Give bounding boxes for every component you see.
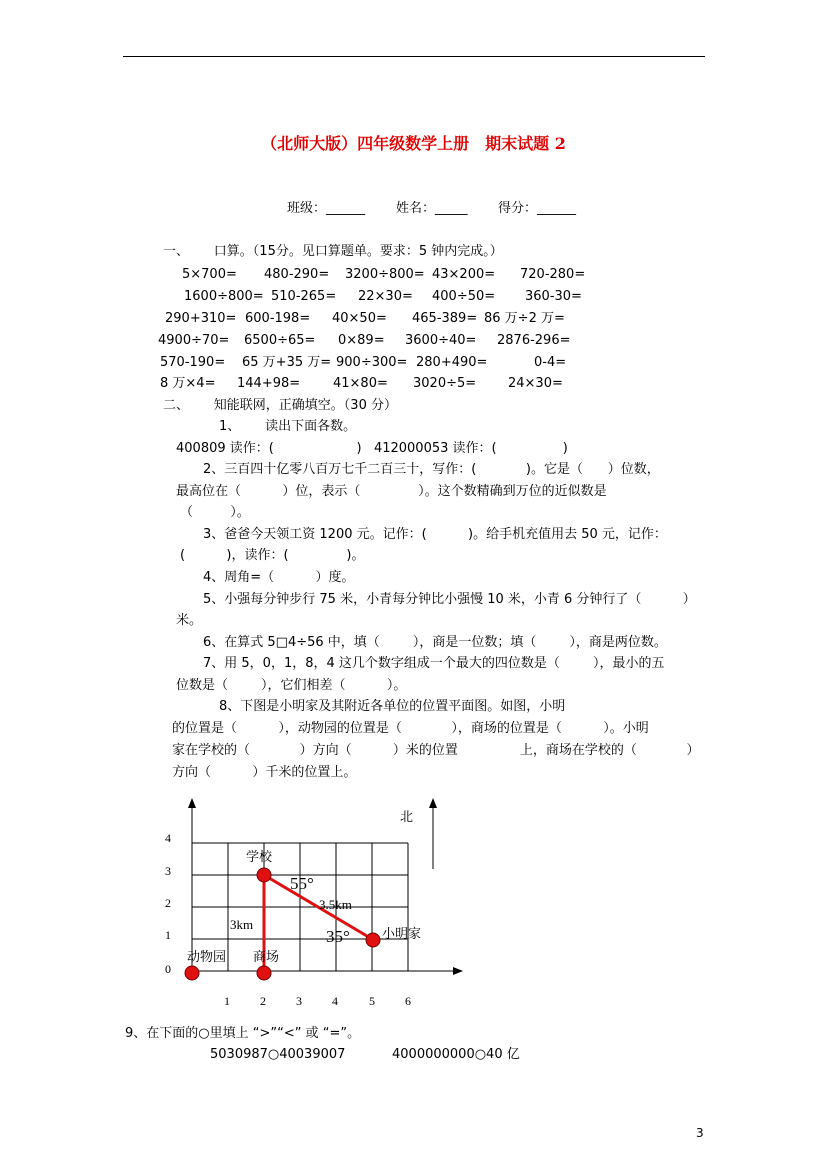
- q4-text: 4、周角=（ ）度。: [203, 570, 355, 585]
- calc-item: 3600÷40=: [405, 333, 477, 348]
- q9-item: 4000000000○40 亿: [392, 1047, 520, 1062]
- q8-text-3: 家在学校的（ ）方向（ ）米的位置 上，商场在学校的（ ）: [172, 743, 700, 758]
- north-arrow-icon: [429, 798, 437, 808]
- name-field: 姓名：_____: [396, 201, 468, 216]
- home-point: [366, 933, 380, 947]
- calc-item: 40×50=: [332, 311, 387, 326]
- q8-text: 8、下图是小明家及其附近各单位的位置平面图。如图，小明: [219, 699, 566, 714]
- y-tick: 0: [165, 962, 171, 976]
- zoo-label: 动物园: [187, 949, 227, 964]
- page-number: 3: [696, 1126, 704, 1140]
- y-tick: 4: [165, 831, 171, 845]
- q5-text-2: 米。: [176, 613, 203, 628]
- calc-item: 6500÷65=: [244, 333, 316, 348]
- section-1-heading: 一、 口算。（15分。见口算题单。要求：5 钟内完成。）: [163, 244, 503, 259]
- x-tick: 3: [296, 994, 302, 1008]
- mall-label: 商场: [253, 949, 280, 964]
- calc-item: 144+98=: [237, 376, 301, 391]
- q7-text: 7、用 5，0，1，8，4 这几个数字组成一个最大的四位数是（ ），最小的五: [203, 656, 665, 671]
- q2-text: 2、三百四十亿零八百万七千二百三十，写作：( )。它是（ ）位数，: [203, 462, 660, 477]
- q7-text-2: 位数是（ ），它们相差（ ）。: [176, 678, 407, 693]
- calc-item: 22×30=: [358, 289, 413, 304]
- calc-item: 280+490=: [416, 355, 488, 370]
- q2-text-3: （ ）。: [180, 505, 250, 520]
- calc-item: 24×30=: [508, 376, 563, 391]
- q8-text-2: 的位置是（ ），动物园的位置是（ ），商场的位置是（ ）。小明: [172, 721, 649, 736]
- q8-text-4: 方向（ ）千米的位置上。: [172, 765, 357, 780]
- y-tick: 3: [165, 864, 171, 878]
- calc-item: 5×700=: [182, 267, 237, 282]
- q3-text-2: ( )，读作：( )。: [180, 548, 365, 563]
- school-point: [257, 868, 271, 882]
- north-label: 北: [400, 809, 414, 824]
- calc-item: 570-190=: [160, 355, 226, 370]
- calc-item: 8 万×4=: [160, 376, 216, 391]
- header-rule: [123, 56, 705, 57]
- position-map: [150, 795, 480, 1015]
- calc-item: 65 万+35 万=: [242, 355, 332, 370]
- calc-item: 720-280=: [520, 267, 586, 282]
- q9-heading: 9、在下面的○里填上 “>”“<” 或 “=”。: [125, 1026, 361, 1041]
- angle-55-label: 55°: [290, 874, 314, 893]
- y-tick: 1: [165, 928, 171, 942]
- x-tick: 6: [405, 994, 411, 1008]
- calc-item: 43×200=: [432, 267, 496, 282]
- calc-item: 900÷300=: [336, 355, 408, 370]
- x-axis-arrowhead: [453, 967, 463, 975]
- calc-item: 3020÷5=: [413, 376, 477, 391]
- mall-point: [257, 966, 271, 980]
- calc-item: 0-4=: [534, 355, 567, 370]
- class-field: 班级：______: [287, 201, 366, 216]
- calc-item: 3200÷800=: [345, 267, 425, 282]
- q6-text: 6、在算式 5□4÷56 中，填（ ），商是一位数；填（ ），商是两位数。: [203, 635, 667, 650]
- y-axis-arrowhead: [188, 798, 196, 808]
- calc-item: 1600÷800=: [184, 289, 264, 304]
- calc-item: 400÷50=: [432, 289, 496, 304]
- calc-item: 4900÷70=: [158, 333, 230, 348]
- calc-item: 0×89=: [338, 333, 385, 348]
- calc-item: 600-198=: [245, 311, 311, 326]
- q1-text: 1、 读出下面各数。: [219, 419, 357, 434]
- distance-school-home: 3.5km: [319, 897, 352, 912]
- x-tick: 4: [332, 994, 338, 1008]
- q9-item: 5030987○40039007: [210, 1047, 346, 1062]
- zoo-point: [185, 966, 199, 980]
- x-tick: 1: [224, 994, 230, 1008]
- calc-item: 465-389=: [412, 311, 478, 326]
- calc-item: 510-265=: [271, 289, 337, 304]
- school-label: 学校: [246, 849, 273, 864]
- section-2-heading: 二、 知能联网，正确填空。（30 分）: [163, 398, 397, 413]
- q3-text: 3、爸爸今天领工资 1200 元。记作：( )。给手机充值用去 50 元，记作：: [203, 527, 667, 542]
- q2-text-2: 最高位在（ ）位，表示（ ）。这个数精确到万位的近似数是: [176, 484, 607, 499]
- distance-school-mall: 3km: [230, 917, 254, 932]
- calc-item: 480-290=: [264, 267, 330, 282]
- calc-item: 2876-296=: [497, 333, 571, 348]
- y-tick: 2: [165, 896, 171, 910]
- home-label: 小明家: [382, 926, 422, 941]
- calc-item: 41×80=: [333, 376, 388, 391]
- calc-item: 360-30=: [525, 289, 582, 304]
- score-field: 得分：______: [498, 201, 577, 216]
- angle-35-label: 35°: [326, 927, 350, 946]
- q1-items: 400809 读作：( ) 412000053 读作：( ): [176, 441, 568, 456]
- page-title: （北师大版）四年级数学上册 期末试题 2: [261, 134, 566, 153]
- calc-item: 290+310=: [165, 311, 237, 326]
- q5-text: 5、小强每分钟步行 75 米，小青每分钟比小强慢 10 米，小青 6 分钟行了（ ）: [203, 592, 696, 607]
- x-tick: 5: [369, 994, 375, 1008]
- calc-item: 86 万÷2 万=: [484, 311, 565, 326]
- x-tick: 2: [260, 994, 266, 1008]
